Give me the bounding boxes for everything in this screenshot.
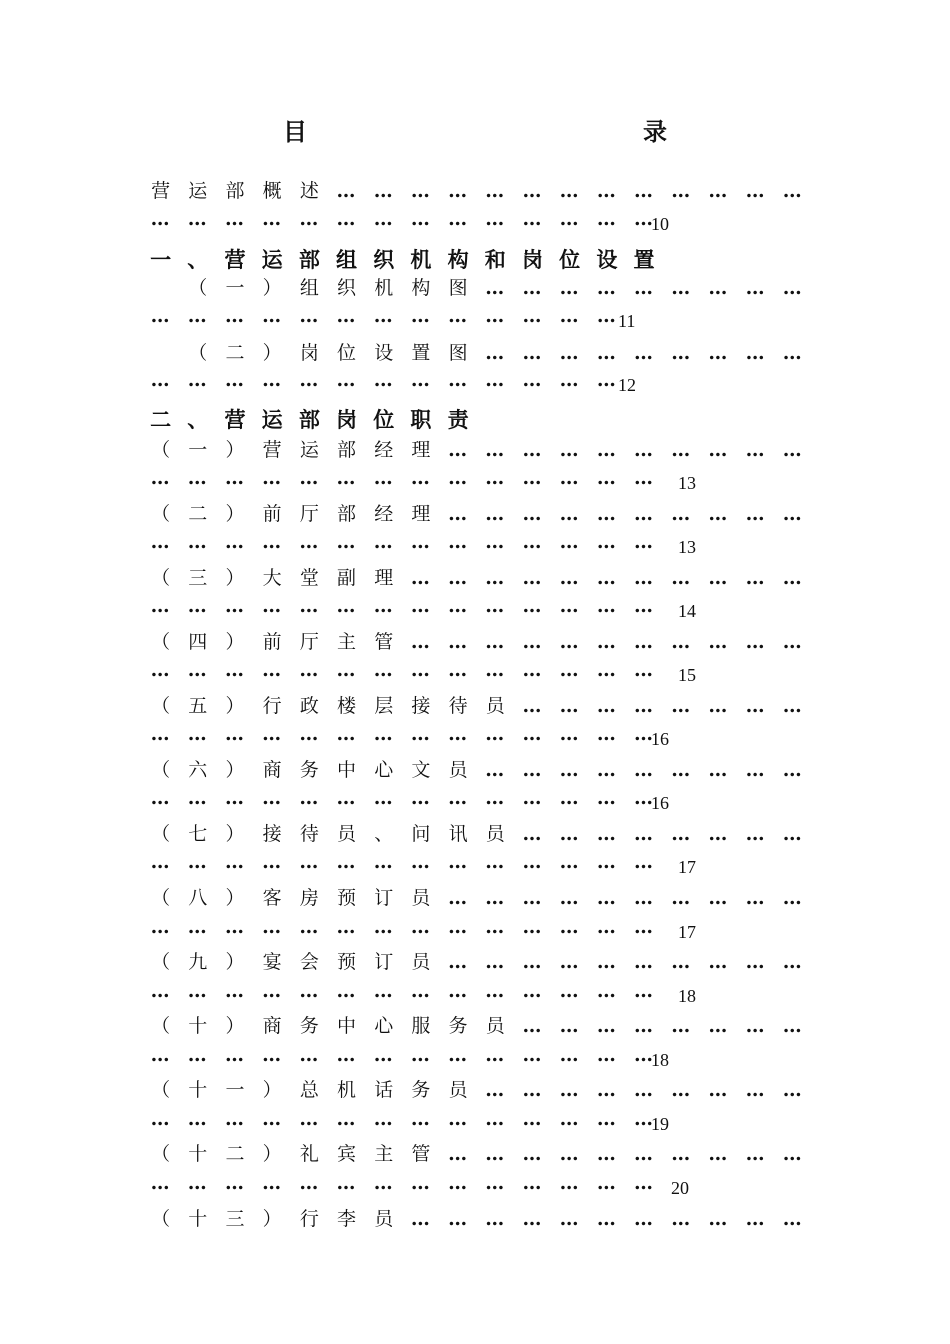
toc-entry-label: （ 二 ） 前 厅 部 经 理: [151, 503, 431, 525]
toc-entry[interactable]: [142, 1075, 802, 1103]
toc-entry-continuation[interactable]: [142, 467, 802, 495]
dot-leader: … … … … … … … … …: [485, 759, 803, 781]
dot-leader: … … … … … … … … … … … … … …: [150, 659, 655, 681]
dot-leader: … … … … … … … … … … …: [410, 631, 803, 653]
toc-entry[interactable]: [142, 244, 802, 272]
dot-leader: … … … … … … … … … … … … …: [150, 305, 617, 327]
dot-leader: … … … … … … … … … … … … … …: [150, 595, 655, 617]
toc-entry-continuation[interactable]: [142, 369, 802, 397]
toc-entry[interactable]: [142, 691, 802, 719]
dot-leader: … … … … … … … …: [522, 1015, 803, 1037]
toc-entry-continuation[interactable]: [142, 208, 802, 236]
toc-entry-label: 一 、 营 运 部 组 织 机 构 和 岗 位 设 置: [150, 247, 655, 272]
dot-leader: … … … … … … … … … … … … … …: [150, 723, 655, 745]
toc-page-number: 12: [618, 375, 636, 395]
toc-page-number: 13: [678, 537, 696, 557]
toc-entry-continuation[interactable]: [142, 531, 802, 559]
toc-entry[interactable]: [142, 338, 802, 366]
toc-entry-continuation[interactable]: [142, 1044, 802, 1072]
toc-page-number: 11: [618, 311, 636, 331]
toc-entry-label: （ 十 三 ） 行 李 员: [151, 1208, 394, 1230]
dot-leader: … … … … … … … … …: [485, 277, 803, 299]
toc-page-number: 14: [678, 601, 696, 621]
toc-entry[interactable]: [142, 947, 802, 975]
dot-leader: … … … … … … … … … …: [448, 503, 803, 525]
dot-leader: … … … … … … … … … … … … … …: [150, 787, 655, 809]
dot-leader: … … … … … … … … … … … … … …: [150, 467, 655, 489]
toc-page-number: 16: [651, 729, 669, 749]
toc-page-number: 16: [651, 793, 669, 813]
dot-leader: … … … … … … … … … … … … …: [150, 369, 617, 391]
toc-entry-continuation[interactable]: [142, 851, 802, 879]
toc-entry-label: （ 十 一 ） 总 机 话 务 员: [151, 1079, 468, 1101]
toc-entry[interactable]: [142, 404, 802, 432]
toc-entry-label: （ 一 ） 营 运 部 经 理: [151, 439, 431, 461]
toc-entry[interactable]: [142, 273, 802, 301]
toc-entry-continuation[interactable]: [142, 1172, 802, 1200]
dot-leader: … … … … … … … … … … …: [410, 1208, 803, 1230]
toc-entry[interactable]: [142, 1139, 802, 1167]
toc-page-number: 18: [651, 1050, 669, 1070]
dot-leader: … … … … … … … … … …: [448, 887, 803, 909]
toc-entry-label: （ 五 ） 行 政 楼 层 接 待 员: [151, 695, 505, 717]
toc-entry[interactable]: [142, 883, 802, 911]
toc-entry-label: （ 九 ） 宴 会 预 订 员: [151, 951, 431, 973]
toc-entry-continuation[interactable]: [142, 595, 802, 623]
dot-leader: … … … … … … … …: [522, 695, 803, 717]
toc-entry-label: （ 一 ） 组 织 机 构 图: [188, 277, 468, 299]
dot-leader: … … … … … … … … … … … … … …: [150, 980, 655, 1002]
toc-page-number: 19: [651, 1114, 669, 1134]
toc-entry-continuation[interactable]: [142, 659, 802, 687]
toc-entry[interactable]: [142, 627, 802, 655]
dot-leader: … … … … … … … … … …: [448, 439, 803, 461]
toc-entry-continuation[interactable]: [142, 916, 802, 944]
toc-entry-label: （ 八 ） 客 房 预 订 员: [151, 887, 431, 909]
toc-entry[interactable]: [142, 176, 802, 204]
dot-leader: … … … … … … … … … … … … … …: [150, 208, 655, 230]
dot-leader: … … … … … … … … … … … … … …: [150, 1172, 655, 1194]
toc-entry[interactable]: [142, 563, 802, 591]
toc-entry-continuation[interactable]: [142, 1108, 802, 1136]
toc-page-number: 17: [678, 857, 696, 877]
dot-leader: … … … … … … … … … … … … … …: [150, 1108, 655, 1130]
dot-leader: … … … … … … … …: [522, 823, 803, 845]
toc-entry-label: （ 二 ） 岗 位 设 置 图: [188, 342, 468, 364]
dot-leader: … … … … … … … … …: [485, 342, 803, 364]
dot-leader: … … … … … … … … … … … … … …: [150, 916, 655, 938]
toc-entry[interactable]: [142, 1204, 802, 1232]
page-title: 目 录: [283, 117, 763, 146]
dot-leader: … … … … … … … … … … … … …: [336, 180, 803, 202]
toc-entry[interactable]: [142, 755, 802, 783]
dot-leader: … … … … … … … … … …: [448, 1143, 803, 1165]
toc-page-number: 20: [671, 1178, 689, 1198]
toc-entry-label: （ 三 ） 大 堂 副 理: [151, 567, 394, 589]
dot-leader: … … … … … … … … … … … … … …: [150, 1044, 655, 1066]
toc-entry-label: （ 七 ） 接 待 员 、 问 讯 员: [151, 823, 505, 845]
toc-entry[interactable]: [142, 819, 802, 847]
toc-entry-continuation[interactable]: [142, 723, 802, 751]
toc-page-number: 15: [678, 665, 696, 685]
toc-entry-label: （ 十 二 ） 礼 宾 主 管: [151, 1143, 431, 1165]
toc-entry-label: （ 十 ） 商 务 中 心 服 务 员: [151, 1015, 505, 1037]
toc-entry-label: （ 四 ） 前 厅 主 管: [151, 631, 394, 653]
toc-entry-label: 营 运 部 概 述: [151, 180, 319, 202]
toc-page-number: 13: [678, 473, 696, 493]
toc-page-number: 10: [651, 214, 669, 234]
toc-page-number: 18: [678, 986, 696, 1006]
dot-leader: … … … … … … … … … … …: [410, 567, 803, 589]
toc-entry-label: （ 六 ） 商 务 中 心 文 员: [151, 759, 468, 781]
dot-leader: … … … … … … … … … … … … … …: [150, 531, 655, 553]
dot-leader: … … … … … … … … … … … … … …: [150, 851, 655, 873]
toc-entry-continuation[interactable]: [142, 980, 802, 1008]
toc-entry-continuation[interactable]: [142, 787, 802, 815]
toc-entry[interactable]: [142, 1011, 802, 1039]
toc-entry-continuation[interactable]: [142, 305, 802, 333]
toc-entry[interactable]: [142, 499, 802, 527]
dot-leader: … … … … … … … … …: [485, 1079, 803, 1101]
toc-entry[interactable]: [142, 435, 802, 463]
dot-leader: … … … … … … … … … …: [448, 951, 803, 973]
toc-page-number: 17: [678, 922, 696, 942]
toc-entry-label: 二 、 营 运 部 岗 位 职 责: [150, 407, 469, 432]
